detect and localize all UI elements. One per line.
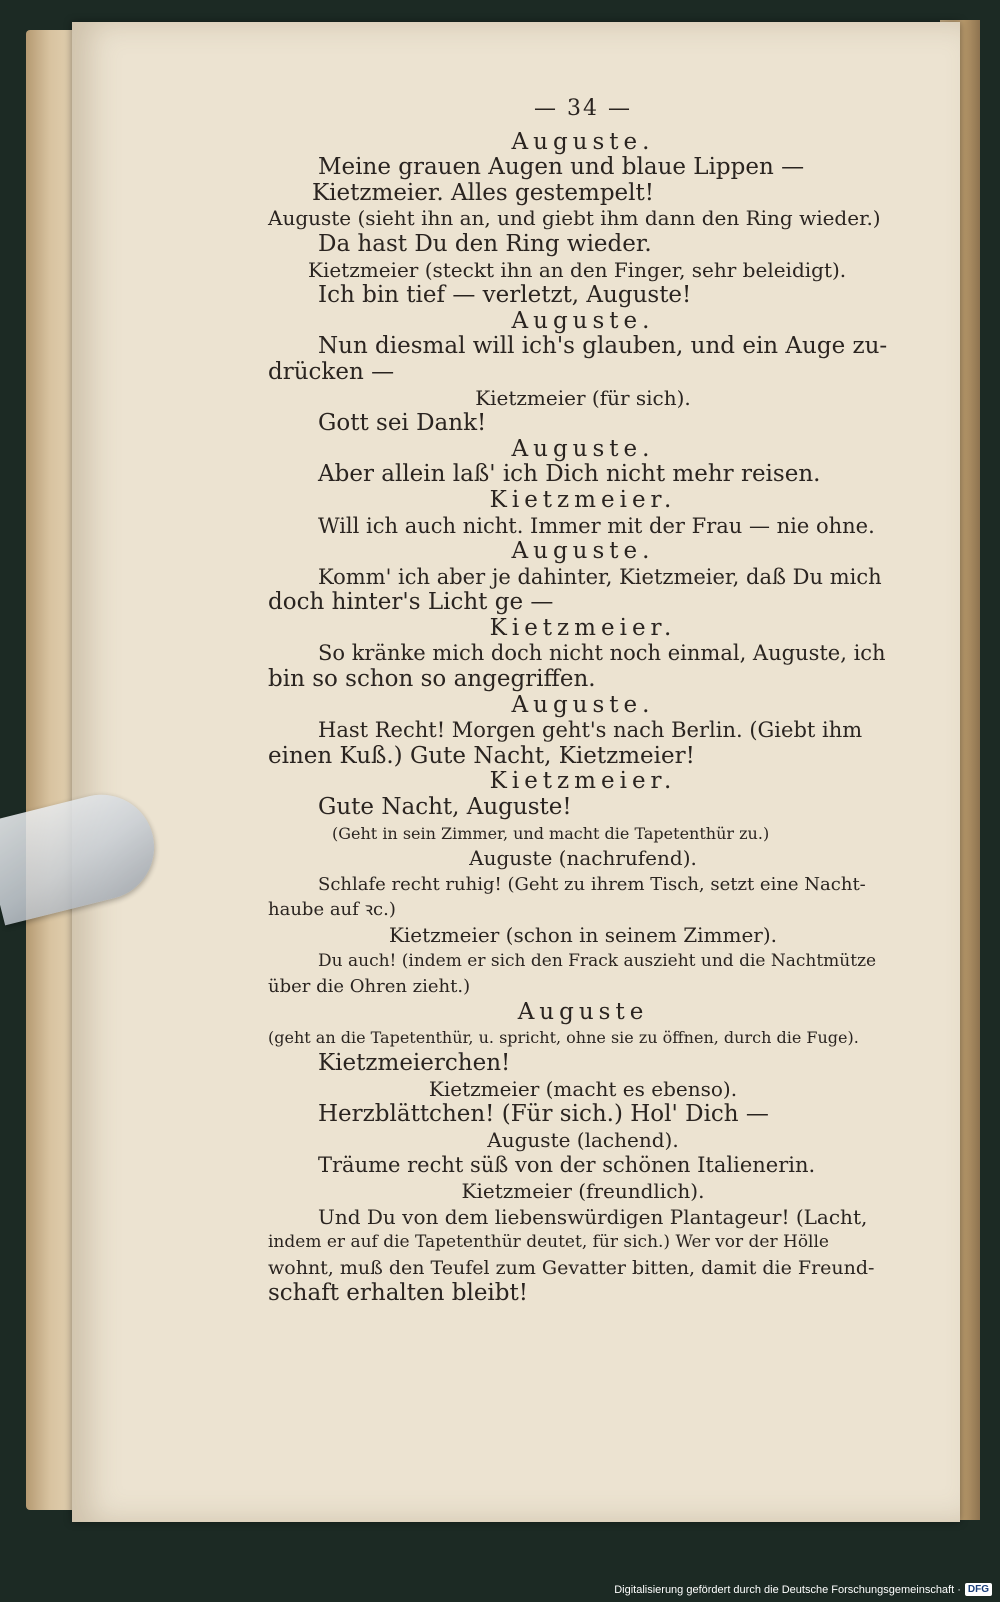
- dialogue-line: doch hinter's Licht ge —: [268, 589, 554, 616]
- dfg-logo-icon: DFG: [965, 1583, 992, 1596]
- dialogue-line: schaft erhalten bleibt!: [268, 1280, 528, 1307]
- footer-text: Digitalisierung gefördert durch die Deutsche Forschungsgemeinschaft ·: [614, 1583, 961, 1596]
- page-text: [268, 96, 898, 1307]
- speaker-line: Kietzmeier.: [489, 614, 677, 641]
- speaker-line: Kietzmeier (für sich).: [475, 385, 691, 410]
- speaker-line: Kietzmeier.: [489, 768, 677, 795]
- speaker-line: Auguste.: [511, 435, 655, 462]
- dialogue-line: bin so schon so angegriffen.: [268, 666, 596, 693]
- dialogue-line: Träume recht süß von der schönen Italienerin.: [318, 1153, 816, 1178]
- dialogue-line: Kietzmeier (steckt ihn an den Finger, sehr beleidigt).: [308, 257, 847, 282]
- page-number: — 34 —: [534, 96, 632, 121]
- dialogue-line: Du auch! (indem er sich den Frack auszieht und die Nachtmütze: [318, 950, 877, 971]
- dialogue-line: Und Du von dem liebenswürdigen Plantageur! (Lacht,: [318, 1204, 868, 1229]
- stage-direction: (Geht in sein Zimmer, und macht die Tapetenthür zu.): [332, 823, 770, 843]
- speaker-line: Kietzmeier.: [489, 486, 677, 513]
- speaker-line: Kietzmeier (freundlich).: [461, 1178, 705, 1203]
- dialogue-line: einen Kuß.) Gute Nacht, Kietzmeier!: [268, 742, 695, 769]
- dialogue-line: Komm' ich aber je dahinter, Kietzmeier, daß Du mich: [318, 564, 882, 589]
- speaker-line: Auguste.: [511, 128, 655, 155]
- dialogue-line: indem er auf die Tapetenthür deutet, für sich.) Wer vor der Hölle: [268, 1232, 829, 1253]
- dialogue-line: Meine grauen Augen und blaue Lippen —: [318, 154, 805, 181]
- dialogue-line: Kietzmeierchen!: [318, 1049, 511, 1076]
- dialogue-line: Auguste (sieht ihn an, und giebt ihm dann den Ring wieder.): [268, 206, 881, 231]
- dialogue-line: über die Ohren zieht.): [268, 976, 471, 998]
- speaker-line: Auguste (nachrufend).: [469, 846, 697, 871]
- dialogue-line: haube auf ꝛc.): [268, 899, 396, 921]
- dialogue-line: Gott sei Dank!: [318, 410, 487, 437]
- dialogue-line: So kränke mich doch nicht noch einmal, Auguste, ich: [318, 641, 886, 666]
- speaker-line: Auguste.: [511, 691, 655, 718]
- stage-direction: (geht an die Tapetenthür, u. spricht, ohne sie zu öffnen, durch die Fuge).: [268, 1028, 859, 1048]
- digitization-footer: [614, 1583, 992, 1596]
- dialogue-line: wohnt, muß den Teufel zum Gevatter bitten, damit die Freund-: [268, 1256, 875, 1279]
- speaker-line: Auguste.: [511, 538, 655, 565]
- speaker-line: Kietzmeier (macht es ebenso).: [428, 1076, 738, 1101]
- dialogue-line: Aber allein laß' ich Dich nicht mehr reisen.: [318, 461, 821, 488]
- dialogue-line: drücken —: [268, 358, 395, 385]
- dialogue-line: Herzblättchen! (Für sich.) Hol' Dich —: [318, 1101, 769, 1128]
- dialogue-line: Ich bin tief — verletzt, Auguste!: [318, 282, 692, 309]
- dialogue-line: Will ich auch nicht. Immer mit der Frau — nie ohne.: [318, 513, 875, 538]
- dialogue-line: Kietzmeier. Alles gestempelt!: [312, 179, 655, 206]
- dialogue-line: Schlafe recht ruhig! (Geht zu ihrem Tisch, setzt eine Nacht-: [318, 873, 866, 895]
- speaker-line: Kietzmeier (schon in seinem Zimmer).: [388, 923, 778, 947]
- speaker-line: Auguste: [517, 998, 649, 1025]
- speaker-line: Auguste.: [511, 307, 655, 334]
- dialogue-line: Da hast Du den Ring wieder.: [318, 230, 652, 257]
- speaker-line: Auguste (lachend).: [487, 1127, 679, 1152]
- dialogue-line: Hast Recht! Morgen geht's nach Berlin. (Giebt ihm: [318, 718, 863, 743]
- dialogue-line: Gute Nacht, Auguste!: [318, 794, 572, 821]
- dialogue-line: Nun diesmal will ich's glauben, und ein Auge zu-: [318, 333, 888, 360]
